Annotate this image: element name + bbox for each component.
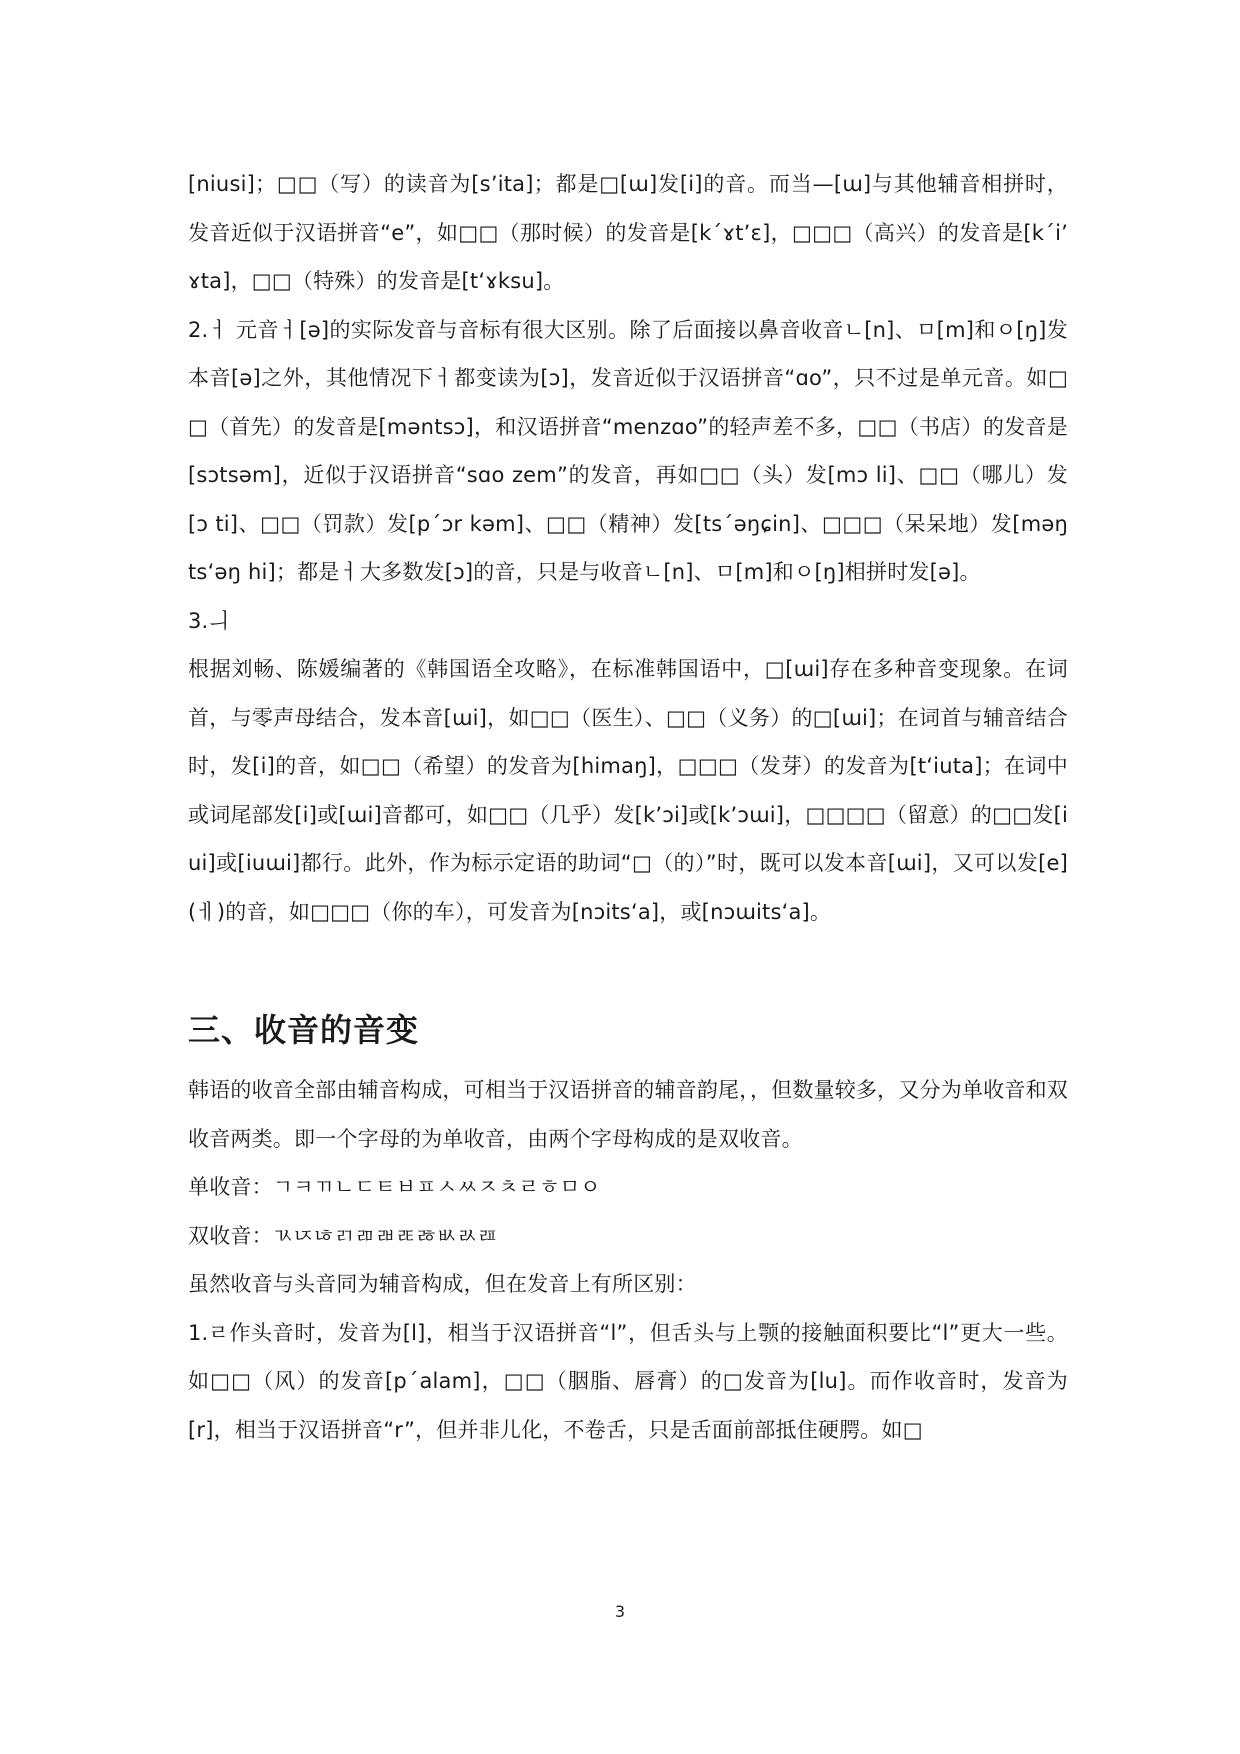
- paragraph: 虽然收音与头音同为辅音构成，但在发音上有所区别：: [188, 1272, 697, 1296]
- section-heading: 三、收音的音变: [188, 1011, 420, 1049]
- paragraph: [niusi]；□□（写）的读音为[sʼita]；都是□[ɯ]发[i]的音。而当—[ɯ]与其他辅音相拼时，发音近似于汉语拼音“e”，如□□（那时候）的发音是[kˊɤtʼɛ]，□□□（高兴）的发音是[kˊiʼɤta]，□□（特殊）的发音是[tʻɤksu]。: [188, 172, 1068, 293]
- paragraph: 3.ㅢ: [188, 608, 229, 633]
- paragraph: 1.ㄹ作头音时，发音为[l]，相当于汉语拼音“l”，但舌头与上颚的接触面积要比“l”更大一些。如□□（风）的发音[pˊalam]，□□（胭脂、唇膏）的□发音为[lu]。而作收音时，发音为[r]，相当于汉语拼音“r”，但并非儿化，不卷舌，只是舌面前部抵住硬腭。如□: [188, 1320, 1068, 1442]
- page-content: [188, 160, 1068, 1454]
- double-coda-list: 双收音：ㄳㄵㄶㄺㄻㄼㄾㅀㅄㄽㄿ: [188, 1223, 499, 1248]
- paragraph: 2.ㅓ 元音ㅓ[ə]的实际发音与音标有很大区别。除了后面接以鼻音收音ㄴ[n]、ㅁ[m]和ㅇ[ŋ]发本音[ə]之外，其他情况下ㅓ都变读为[ɔ]，发音近似于汉语拼音“ɑo”，只不过是单元音。如□□（首先）的发音是[məntsɔ]，和汉语拼音“menzɑo”的轻声差不多，□□（书店）的发音是[sɔtsəm]，近似于汉语拼音“sɑo zem”的发音，再如□□（头）发[mɔ li]、□□（哪儿）发[ɔ ti]、□□（罚款）发[pˊɔr kəm]、□□（精神）发[tsˊəŋɕin]、□□□（呆呆地）发[məŋ tsʻəŋ hi]；都是ㅓ大多数发[ɔ]的音，只是与收音ㄴ[n]、ㅁ[m]和ㅇ[ŋ]相拼时发[ə]。: [188, 317, 1068, 584]
- paragraph: 根据刘畅、陈媛编著的《韩国语全攻略》，在标准韩国语中，□[ɯi]存在多种音变现象。在词首，与零声母结合，发本音[ɯi]，如□□（医生）、□□（义务）的□[ɯi]；在词首与辅音结合时，发[i]的音，如□□（希望）的发音为[himaŋ]，□□□（发芽）的发音为[tʻiuta]；在词中或词尾部发[i]或[ɯi]音都可，如□□（几乎）发[kʼɔi]或[kʼɔɯi]，□□□□（留意）的□□发[iui]或[iuɯi]都行。此外，作为标示定语的助词“□（的）”时，既可以发本音[ɯi]，又可以发[e](ㅔ)的音，如□□□（你的车），可发音为[nɔitsʻa]，或[nɔɯitsʻa]。: [188, 657, 1068, 924]
- paragraph: 韩语的收音全部由辅音构成，可相当于汉语拼音的辅音韵尾，，但数量较多，又分为单收音和双收音两类。即一个字母的为单收音，由两个字母构成的是双收音。: [188, 1078, 1068, 1151]
- single-coda-list: 单收音：ㄱㅋㄲㄴㄷㅌㅂㅍㅅㅆㅈㅊㄹㅎㅁㅇ: [188, 1175, 601, 1199]
- page-number: 3: [614, 1602, 626, 1621]
